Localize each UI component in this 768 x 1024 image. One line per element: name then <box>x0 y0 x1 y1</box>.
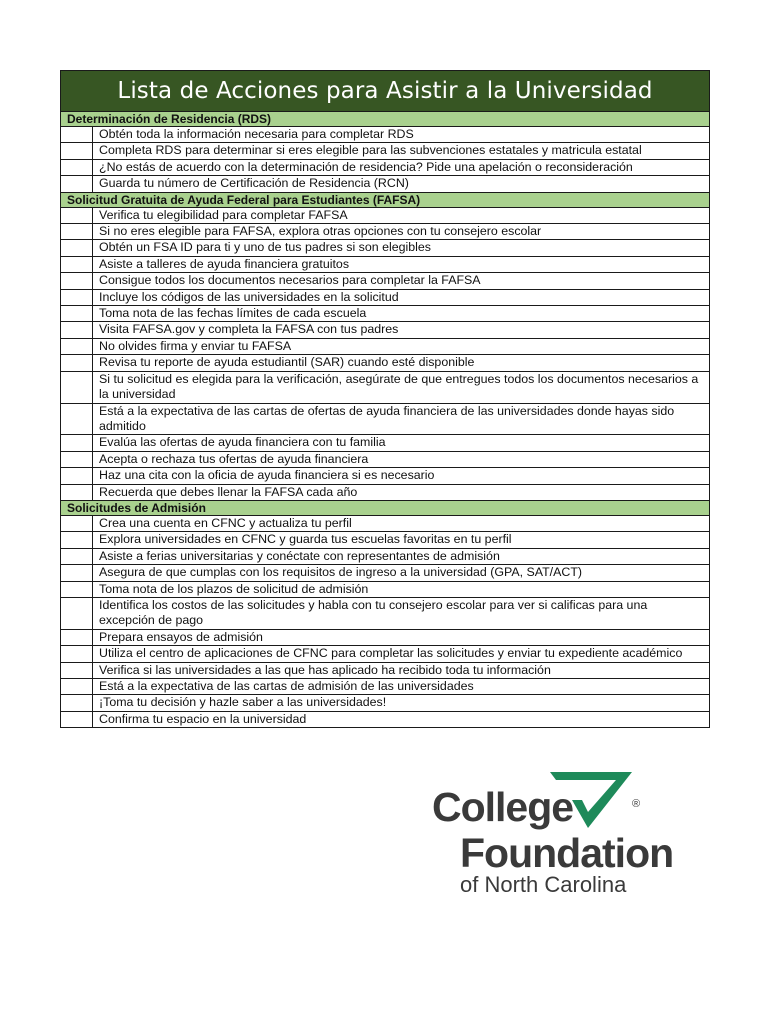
checkbox-cell[interactable] <box>61 646 93 662</box>
checklist-item-text: Obtén un FSA ID para ti y uno de tus padres si son elegibles <box>93 240 710 256</box>
checkbox-cell[interactable] <box>61 224 93 240</box>
checklist-item-text: Revisa tu reporte de ayuda estudiantil (SAR) cuando esté disponible <box>93 355 710 371</box>
checkbox-cell[interactable] <box>61 565 93 581</box>
checkbox-cell[interactable] <box>61 306 93 322</box>
checkbox-cell[interactable] <box>61 468 93 484</box>
checklist-row <box>61 240 710 256</box>
checklist-row <box>61 224 710 240</box>
section-heading: Solicitud Gratuita de Ayuda Federal para Estudiantes (FAFSA) <box>61 192 710 207</box>
checklist-item-text: Asiste a ferias universitarias y conéctate con representantes de admisión <box>93 548 710 564</box>
checklist-item-text: Obtén toda la información necesaria para completar RDS <box>93 127 710 143</box>
checklist-row <box>61 176 710 192</box>
section-header-row <box>61 192 710 207</box>
checklist-row <box>61 207 710 223</box>
checklist-item-text: Si no eres elegible para FAFSA, explora otras opciones con tu consejero escolar <box>93 224 710 240</box>
checklist-row <box>61 484 710 500</box>
checklist-item-text: Asegura de que cumplas con los requisitos de ingreso a la universidad (GPA, SAT/ACT) <box>93 565 710 581</box>
section-heading: Determinación de Residencia (RDS) <box>61 112 710 127</box>
checklist-row <box>61 532 710 548</box>
checklist-row <box>61 515 710 531</box>
checkbox-cell[interactable] <box>61 371 93 403</box>
checklist-row <box>61 629 710 645</box>
checklist-row <box>61 548 710 564</box>
checkbox-cell[interactable] <box>61 451 93 467</box>
checkbox-cell[interactable] <box>61 662 93 678</box>
checkbox-cell[interactable] <box>61 548 93 564</box>
checkbox-cell[interactable] <box>61 435 93 451</box>
checklist-item-text: Acepta o rechaza tus ofertas de ayuda financiera <box>93 451 710 467</box>
checklist-item-text: Incluye los códigos de las universidades en la solicitud <box>93 289 710 305</box>
checkbox-cell[interactable] <box>61 403 93 435</box>
checkbox-cell[interactable] <box>61 695 93 711</box>
checklist-row <box>61 306 710 322</box>
checklist-item-text: Verifica si las universidades a las que has aplicado ha recibido toda tu información <box>93 662 710 678</box>
checklist-item-text: Completa RDS para determinar si eres elegible para las subvenciones estatales y matricula estatal <box>93 143 710 159</box>
checkbox-cell[interactable] <box>61 322 93 338</box>
checkbox-cell[interactable] <box>61 679 93 695</box>
registered-mark: ® <box>632 798 641 810</box>
checklist-row <box>61 581 710 597</box>
checklist-item-text: Consigue todos los documentos necesarios para completar la FAFSA <box>93 273 710 289</box>
checkbox-cell[interactable] <box>61 581 93 597</box>
checklist-row <box>61 711 710 727</box>
section-header-row <box>61 500 710 515</box>
checklist-row <box>61 468 710 484</box>
checkbox-cell[interactable] <box>61 532 93 548</box>
section-header-row <box>61 112 710 127</box>
logo-text-college: College <box>432 784 574 830</box>
checklist-item-text: Haz una cita con la oficia de ayuda financiera si es necesario <box>93 468 710 484</box>
checkbox-cell[interactable] <box>61 629 93 645</box>
checkbox-cell[interactable] <box>61 338 93 354</box>
checklist-item-text: Recuerda que debes llenar la FAFSA cada año <box>93 484 710 500</box>
logo-text-north-carolina: of North Carolina <box>460 872 627 897</box>
checkbox-cell[interactable] <box>61 207 93 223</box>
checklist-row <box>61 273 710 289</box>
checklist-row <box>61 159 710 175</box>
cfnc-logo <box>430 770 680 900</box>
checklist-row <box>61 597 710 629</box>
checklist-row <box>61 662 710 678</box>
checklist-item-text: Utiliza el centro de aplicaciones de CFNC para completar las solicitudes y enviar tu expediente académico <box>93 646 710 662</box>
checklist-item-text: Si tu solicitud es elegida para la verificación, asegúrate de que entregues todos los documentos necesarios a la universidad <box>93 371 710 403</box>
checklist-row <box>61 403 710 435</box>
checklist-row <box>61 565 710 581</box>
logo-text-foundation: Foundation <box>460 830 674 876</box>
checkbox-cell[interactable] <box>61 484 93 500</box>
checklist-item-text: Prepara ensayos de admisión <box>93 629 710 645</box>
checklist-row <box>61 143 710 159</box>
checklist-row <box>61 289 710 305</box>
checklist-row <box>61 435 710 451</box>
checklist-item-text: Confirma tu espacio en la universidad <box>93 711 710 727</box>
checklist-item-text: Evalúa las ofertas de ayuda financiera con tu familia <box>93 435 710 451</box>
page-title: Lista de Acciones para Asistir a la Universidad <box>61 71 710 112</box>
checklist-item-text: Está a la expectativa de las cartas de admisión de las universidades <box>93 679 710 695</box>
action-checklist-table <box>60 70 710 728</box>
checklist-row <box>61 371 710 403</box>
title-row <box>61 71 710 112</box>
checklist-item-text: Está a la expectativa de las cartas de ofertas de ayuda financiera de las universidades donde hayas sido admitido <box>93 403 710 435</box>
checklist-item-text: No olvides firma y enviar tu FAFSA <box>93 338 710 354</box>
checklist-item-text: Crea una cuenta en CFNC y actualiza tu perfil <box>93 515 710 531</box>
checklist-row <box>61 322 710 338</box>
checklist-row <box>61 679 710 695</box>
checkbox-cell[interactable] <box>61 159 93 175</box>
checkbox-cell[interactable] <box>61 240 93 256</box>
checkbox-cell[interactable] <box>61 515 93 531</box>
checkbox-cell[interactable] <box>61 127 93 143</box>
checkbox-cell[interactable] <box>61 597 93 629</box>
checkbox-cell[interactable] <box>61 256 93 272</box>
checkbox-cell[interactable] <box>61 143 93 159</box>
checklist-item-text: ¿No estás de acuerdo con la determinación de residencia? Pide una apelación o reconsideración <box>93 159 710 175</box>
checklist-row <box>61 338 710 354</box>
checklist-item-text: ¡Toma tu decisión y hazle saber a las universidades! <box>93 695 710 711</box>
section-heading: Solicitudes de Admisión <box>61 500 710 515</box>
checklist-item-text: Asiste a talleres de ayuda financiera gratuitos <box>93 256 710 272</box>
checkbox-cell[interactable] <box>61 289 93 305</box>
checkbox-cell[interactable] <box>61 176 93 192</box>
checklist-row <box>61 695 710 711</box>
checklist-row <box>61 646 710 662</box>
checklist-item-text: Toma nota de los plazos de solicitud de admisión <box>93 581 710 597</box>
checkbox-cell[interactable] <box>61 711 93 727</box>
checkbox-cell[interactable] <box>61 355 93 371</box>
checklist-row <box>61 355 710 371</box>
checklist-item-text: Toma nota de las fechas límites de cada escuela <box>93 306 710 322</box>
checklist-item-text: Verifica tu elegibilidad para completar FAFSA <box>93 207 710 223</box>
checklist-item-text: Explora universidades en CFNC y guarda tus escuelas favoritas en tu perfil <box>93 532 710 548</box>
checklist-row <box>61 256 710 272</box>
checklist-row <box>61 451 710 467</box>
checklist-item-text: Visita FAFSA.gov y completa la FAFSA con tus padres <box>93 322 710 338</box>
checklist-row <box>61 127 710 143</box>
checklist-item-text: Guarda tu número de Certificación de Residencia (RCN) <box>93 176 710 192</box>
checklist-item-text: Identifica los costos de las solicitudes y habla con tu consejero escolar para ver si calificas para una excepción de pago <box>93 597 710 629</box>
checkbox-cell[interactable] <box>61 273 93 289</box>
